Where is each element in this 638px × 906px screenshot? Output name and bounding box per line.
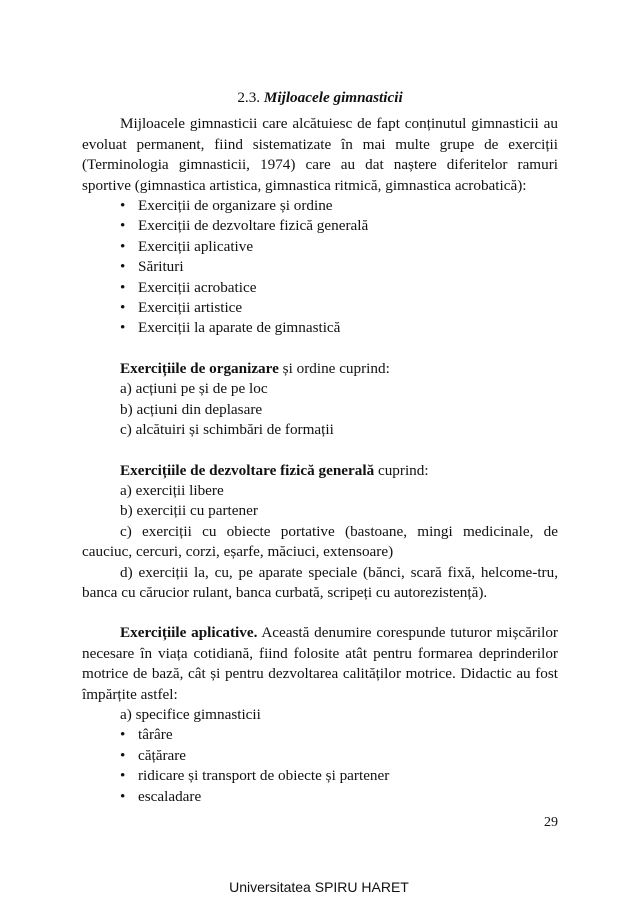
list-item: • Exerciții de dezvoltare fizică generală <box>120 216 558 236</box>
aplicative-list <box>82 725 558 807</box>
list-item: • Exerciții de organizare și ordine <box>120 196 558 216</box>
footer: Universitatea SPIRU HARET <box>229 879 409 895</box>
list-item: • târâre <box>120 725 558 745</box>
exercise-groups-list <box>82 196 558 339</box>
list-item: • Exerciții la aparate de gimnastică <box>120 318 558 338</box>
list-item: c) exerciții cu obiecte portative (bastoane, mingi medicinale, de cauciuc, cercuri, corzi, eșarfe, măciuci, extensoare) <box>82 522 558 561</box>
list-item: • Exerciții acrobatice <box>120 278 558 298</box>
list-item: • ridicare și transport de obiecte și partener <box>120 766 558 786</box>
list-item: a) specifice gimnasticii <box>120 705 261 723</box>
list-item: • Exerciții aplicative <box>120 237 558 257</box>
section-title: Mijloacele gimnasticii <box>263 89 403 106</box>
list-item: • cățărare <box>120 746 558 766</box>
list-item: a) acțiuni pe și de pe loc <box>120 380 268 398</box>
intro-paragraph: Mijloacele gimnasticii care alcătuiesc de fapt conținutul gimnasticii au evoluat permanent, fiind sistematizate în mai multe grupe de exerciții (Terminologia gimnasticii, 1974) care au dat naștere diferitelor ramuri sportive (gimnastica artistica, gimnastica ritmică, gimnastica acrobatică): <box>82 115 558 194</box>
section-heading <box>82 88 558 108</box>
list-item: a) exerciții libere <box>120 481 224 499</box>
list-item: c) alcătuiri și schimbări de formații <box>120 421 334 439</box>
list-item: • Sărituri <box>120 257 558 277</box>
list-item: b) acțiuni din deplasare <box>120 400 263 418</box>
list-item: • escaladare <box>120 787 558 807</box>
list-item: b) exerciții cu partener <box>120 502 258 520</box>
organizare-heading: Exercițiile de organizare și ordine cuprind: <box>120 359 390 377</box>
page-number: 29 <box>544 815 558 830</box>
dezvoltare-heading: Exercițiile de dezvoltare fizică generală cuprind: <box>120 461 429 479</box>
list-item: • Exerciții artistice <box>120 298 558 318</box>
list-item: d) exerciții la, cu, pe aparate speciale (bănci, scară fixă, helcome-tru, banca cu cărucior rulant, banca curbată, scripeți cu autorezistență). <box>82 563 558 601</box>
section-number: 2.3. <box>237 89 264 106</box>
page-content <box>82 88 558 807</box>
aplicative-paragraph: Exercițiile aplicative. Această denumire corespunde tuturor mișcărilor necesare în viața cotidiană, fiind folosite atât pentru formarea deprinderilor motrice de bază, cât și pentru dezvoltarea calităților motrice. Didactic au fost împărțite astfel: <box>82 624 558 703</box>
